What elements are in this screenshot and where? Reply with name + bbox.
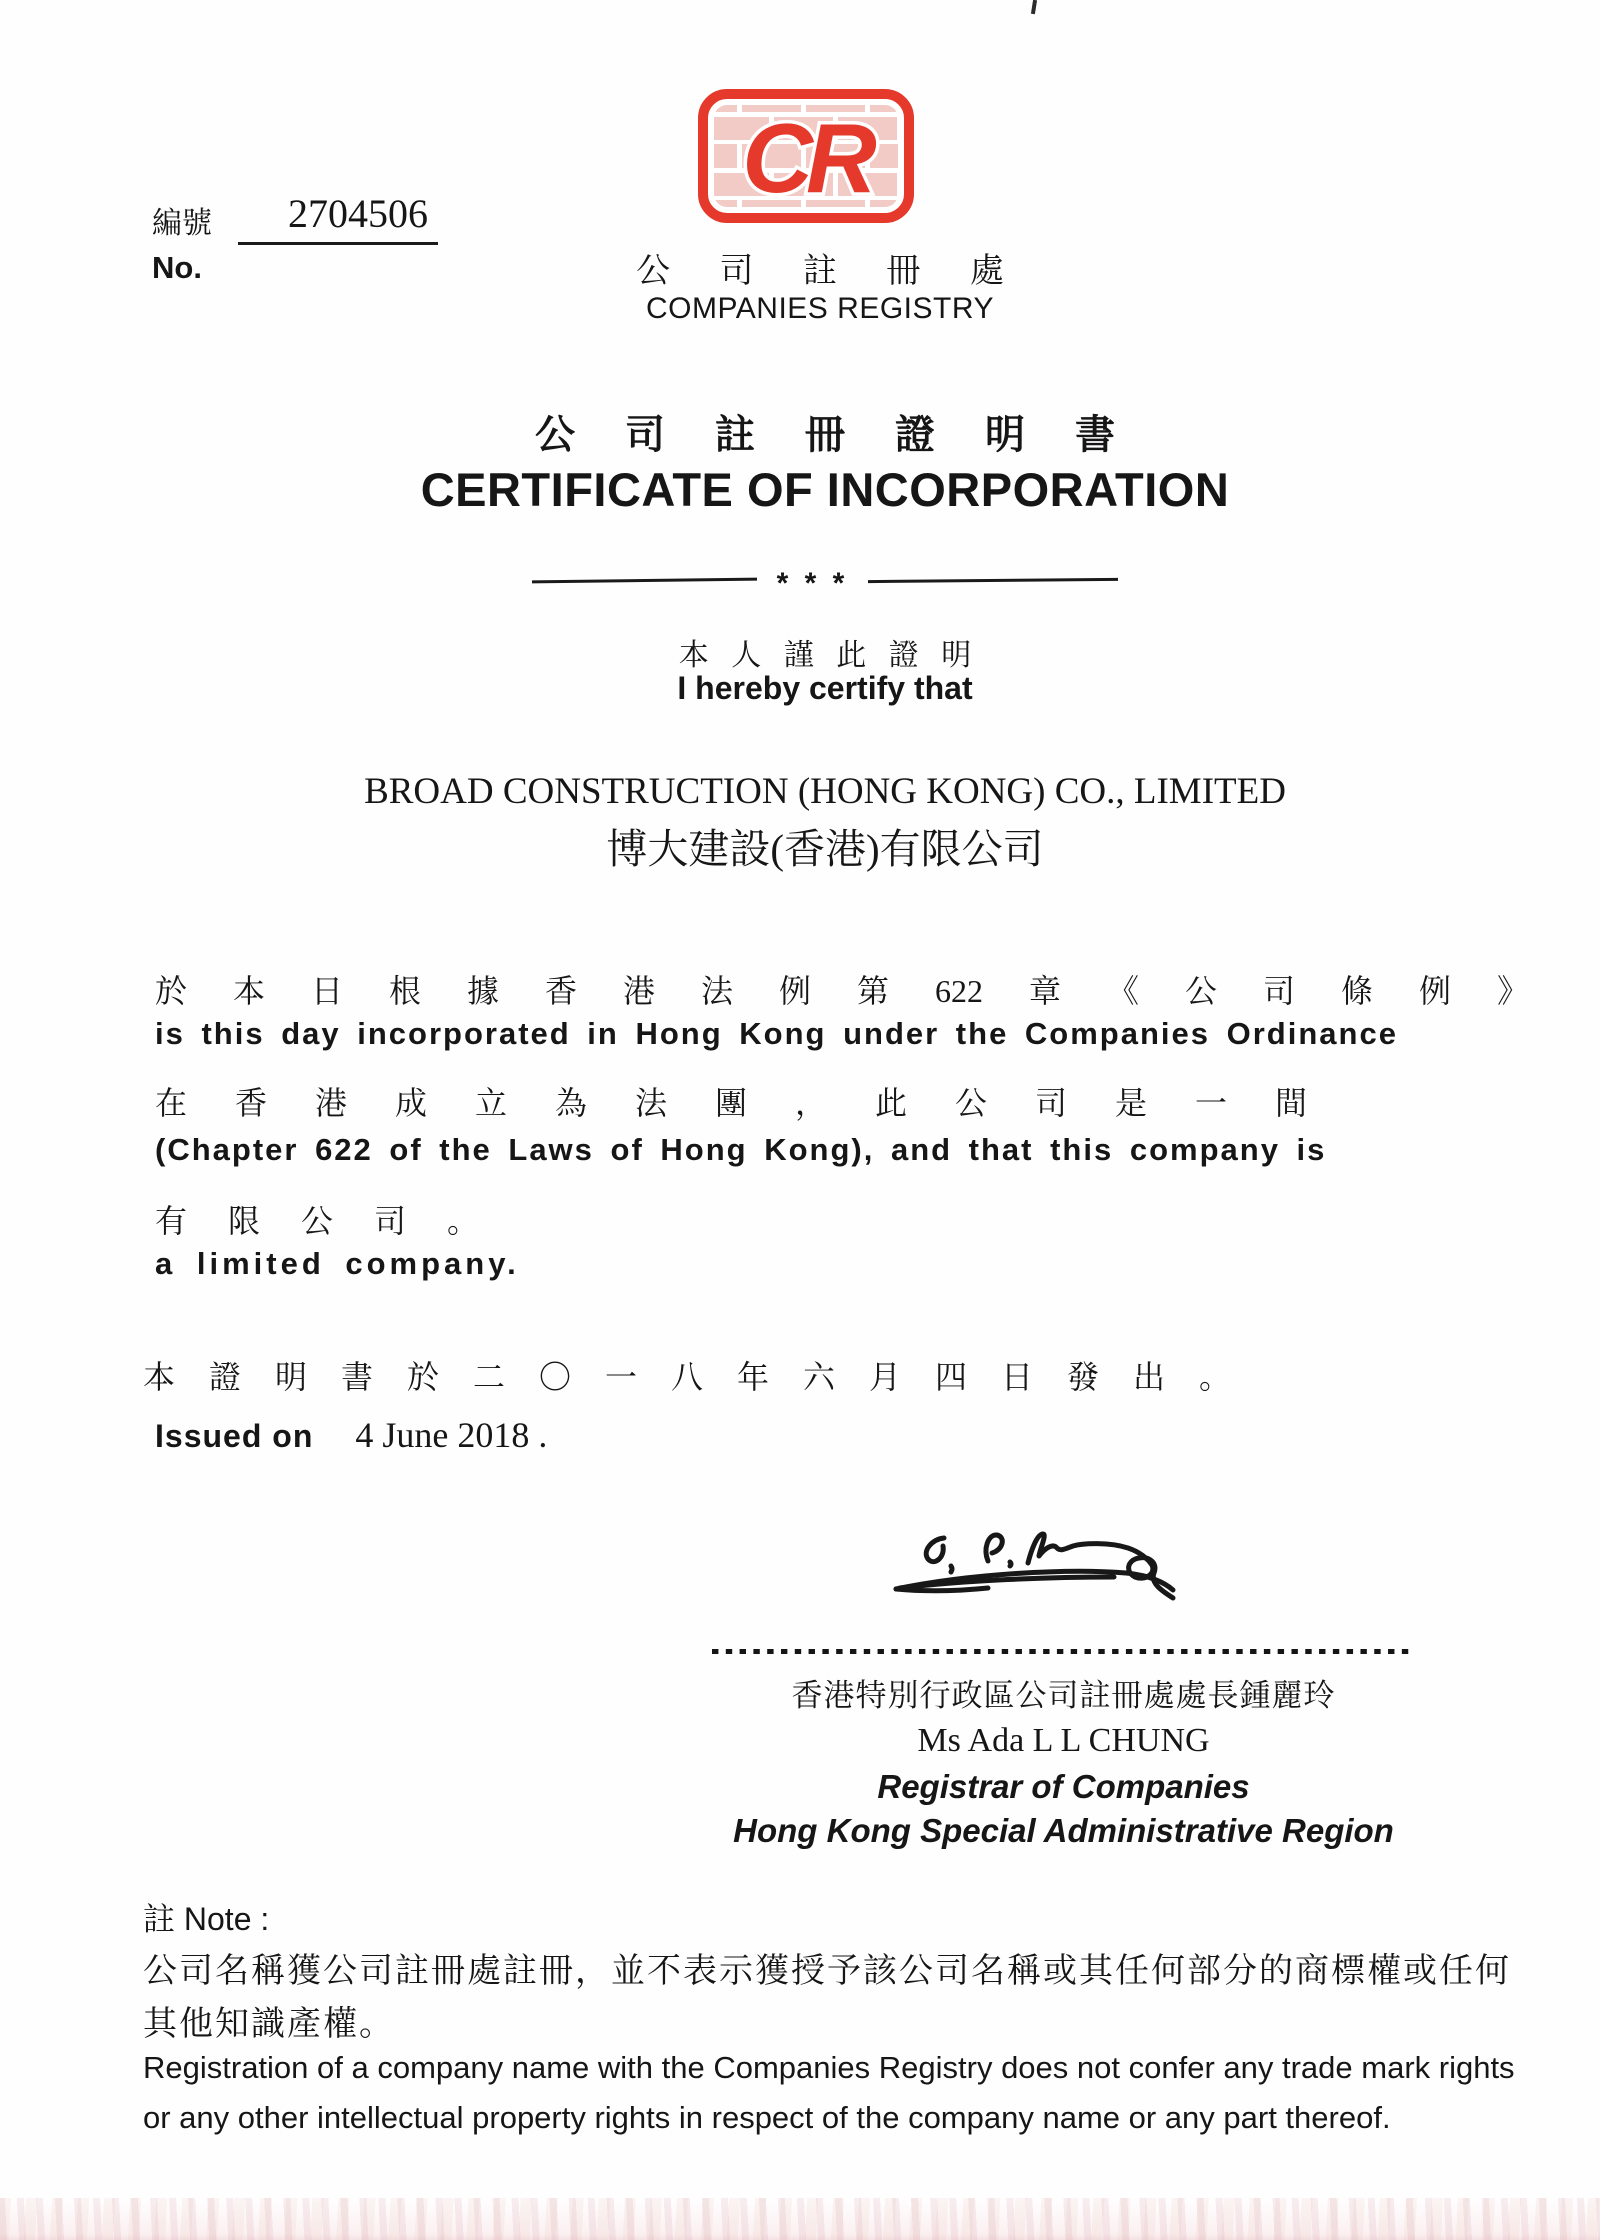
paragraph1-en: is this day incorporated in Hong Kong under the Companies Ordinance bbox=[155, 1016, 1398, 1051]
paragraph1-zh: 於 本 日 根 據 香 港 法 例 第 622 章 《 公 司 條 例 》 bbox=[155, 973, 1530, 1009]
certificate-title-en: CERTIFICATE OF INCORPORATION bbox=[420, 463, 1230, 516]
registry-name-zh: 公 司 註 冊 處 bbox=[636, 252, 1004, 290]
registrar-line-zh: 香港特別行政區公司註冊處處長鍾麗玲 bbox=[791, 1678, 1336, 1713]
registrar-name: Ms Ada L L CHUNG bbox=[917, 1722, 1210, 1759]
paragraph2-zh: 在 香 港 成 立 為 法 團 ， 此 公 司 是 一 間 bbox=[155, 1085, 1308, 1121]
note-label: 註 Note : bbox=[143, 1901, 270, 1937]
note-en-line1: Registration of a company name with the Companies Registry does not confer any trade mark rights bbox=[143, 2050, 1515, 2085]
registry-name-en: COMPANIES REGISTRY bbox=[646, 292, 994, 325]
registrar-title: Registrar of Companies bbox=[877, 1768, 1250, 1805]
divider-right-rule bbox=[868, 577, 1118, 582]
certify-statement-zh: 本 人 謹 此 證 明 bbox=[678, 639, 972, 672]
issued-on-date: 4 June 2018 . bbox=[355, 1415, 548, 1455]
company-name-zh: 博大建設(香港)有限公司 bbox=[606, 826, 1044, 872]
paragraph3-zh: 有 限 公 司 。 bbox=[155, 1203, 480, 1239]
note-zh-line2: 其他知識產權。 bbox=[143, 2006, 395, 2043]
company-name-en: BROAD CONSTRUCTION (HONG KONG) CO., LIMITED bbox=[364, 771, 1286, 812]
issue-date-en bbox=[155, 1414, 547, 1456]
number-label-en: No. bbox=[152, 250, 202, 285]
companies-registry-logo bbox=[697, 88, 915, 224]
note-en-line2: or any other intellectual property rights in respect of the company name or any part thereof. bbox=[143, 2100, 1391, 2135]
issue-date-zh: 本 證 明 書 於 二 〇 一 八 年 六 月 四 日 發 出 。 bbox=[143, 1359, 1232, 1395]
registrar-signature bbox=[868, 1522, 1198, 1640]
number-underline bbox=[238, 242, 438, 245]
logo-cr-text: CR bbox=[742, 103, 870, 213]
divider-stars: * * * bbox=[776, 567, 849, 600]
issued-on-label: Issued on bbox=[155, 1418, 314, 1454]
certificate-title-zh: 公 司 註 冊 證 明 書 bbox=[535, 412, 1115, 457]
scan-edge-noise bbox=[0, 2198, 1600, 2240]
registrar-region: Hong Kong Special Administrative Region bbox=[733, 1812, 1394, 1849]
certificate-number: 2704506 bbox=[288, 191, 428, 236]
title-divider bbox=[0, 563, 1600, 600]
certify-statement-en: I hereby certify that bbox=[677, 670, 973, 706]
paragraph3-en: a limited company. bbox=[155, 1246, 520, 1281]
note-zh-line1: 公司名稱獲公司註冊處註冊，並不表示獲授予該公司名稱或其任何部分的商標權或任何 bbox=[143, 1953, 1511, 1990]
number-label-zh: 編號 bbox=[152, 207, 212, 240]
scan-speck bbox=[1031, 0, 1037, 14]
signature-dotted-line bbox=[712, 1648, 1415, 1654]
paragraph2-en: (Chapter 622 of the Laws of Hong Kong), and that this company is bbox=[155, 1132, 1327, 1167]
divider-left-rule bbox=[532, 577, 757, 583]
